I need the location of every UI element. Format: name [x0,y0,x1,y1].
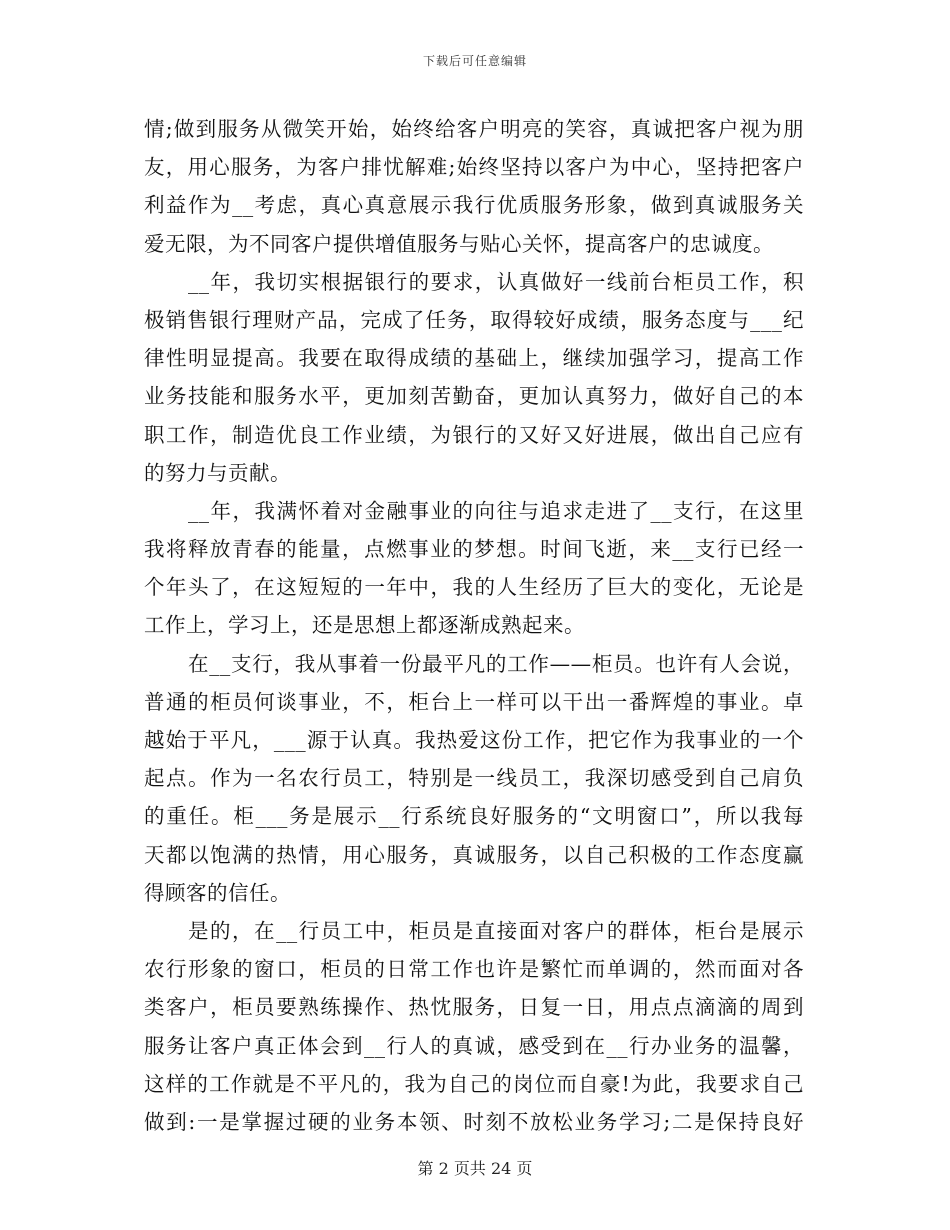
paragraph [144,263,804,492]
paragraph [144,492,804,645]
text-line: 得顾客的信任。 [144,880,291,905]
text-line: 做到:一是掌握过硬的业务本领、时刻不放松业务学习;二是保持良好 [144,1109,804,1134]
text-line: 情;做到服务从微笑开始，始终给客户明亮的笑容，真诚把客户视为朋 [144,117,804,141]
text-line: 是的，在__行员工中，柜员是直接面对客户的群体，柜台是展示 [188,918,804,943]
text-line: 越始于平凡，___源于认真。我热爱这份工作，把它作为我事业的一个 [144,728,804,752]
text-line: 在__支行，我从事着一份最平凡的工作——柜员。也许有人会说， [188,651,804,676]
paragraph [144,912,804,1141]
text-line: 天都以饱满的热情，用心服务，真诚服务，以自己积极的工作态度赢 [144,842,804,867]
text-line: 这样的工作就是不平凡的，我为自己的岗位而自豪!为此，我要求自己 [144,1071,804,1096]
text-line: __年，我满怀着对金融事业的向往与追求走进了__支行，在这里 [188,498,804,523]
text-line: 普通的柜员何谈事业，不，柜台上一样可以干出一番辉煌的事业。卓 [144,689,804,714]
text-line: 个年头了，在这短短的一年中，我的人生经历了巨大的变化，无论是 [144,575,804,600]
text-line: 极销售银行理财产品，完成了任务，取得较好成绩，服务态度与___纪 [144,307,804,332]
text-line: 的重任。柜___务是展示__行系统良好服务的“文明窗口”，所以我每 [144,804,804,829]
text-line: 的努力与贡献。 [144,460,291,485]
text-line: 农行形象的窗口，柜员的日常工作也许是繁忙而单调的，然而面对各 [144,957,804,982]
text-line: 职工作，制造优良工作业绩，为银行的又好又好进展，做出自己应有 [144,422,804,447]
text-line: 工作上，学习上，还是思想上都逐渐成熟起来。 [144,613,585,638]
text-line: 爱无限，为不同客户提供增值服务与贴心关怀，提高客户的忠诚度。 [144,231,774,256]
page-number-footer: 第 2 页共 24 页 [417,1159,533,1178]
text-line: __年，我切实根据银行的要求，认真做好一线前台柜员工作，积 [188,269,804,294]
text-line: 律性明显提高。我要在取得成绩的基础上，继续加强学习，提高工作 [144,346,804,371]
text-line: 友，用心服务，为客户排忧解难;始终坚持以客户为中心，坚持把客户 [144,155,804,180]
document-body [144,110,804,1141]
text-line: 利益作为__考虑，真心真意展示我行优质服务形象，做到真诚服务关 [144,193,804,218]
text-line: 服务让客户真正体会到__行人的真诚，感受到在__行办业务的温馨， [144,1033,804,1058]
text-line: 业务技能和服务水平，更加刻苦勤奋，更加认真努力，做好自己的本 [144,384,804,409]
paragraph [144,645,804,912]
paragraph [144,110,804,263]
text-line: 起点。作为一名农行员工，特别是一线员工，我深切感受到自己肩负 [144,766,804,791]
text-line: 我将释放青春的能量，点燃事业的梦想。时间飞逝，来__支行已经一 [144,537,804,562]
text-line: 类客户，柜员要熟练操作、热忱服务，日复一日，用点点滴滴的周到 [144,995,804,1020]
page-header: 下载后可任意编辑 [422,54,527,68]
